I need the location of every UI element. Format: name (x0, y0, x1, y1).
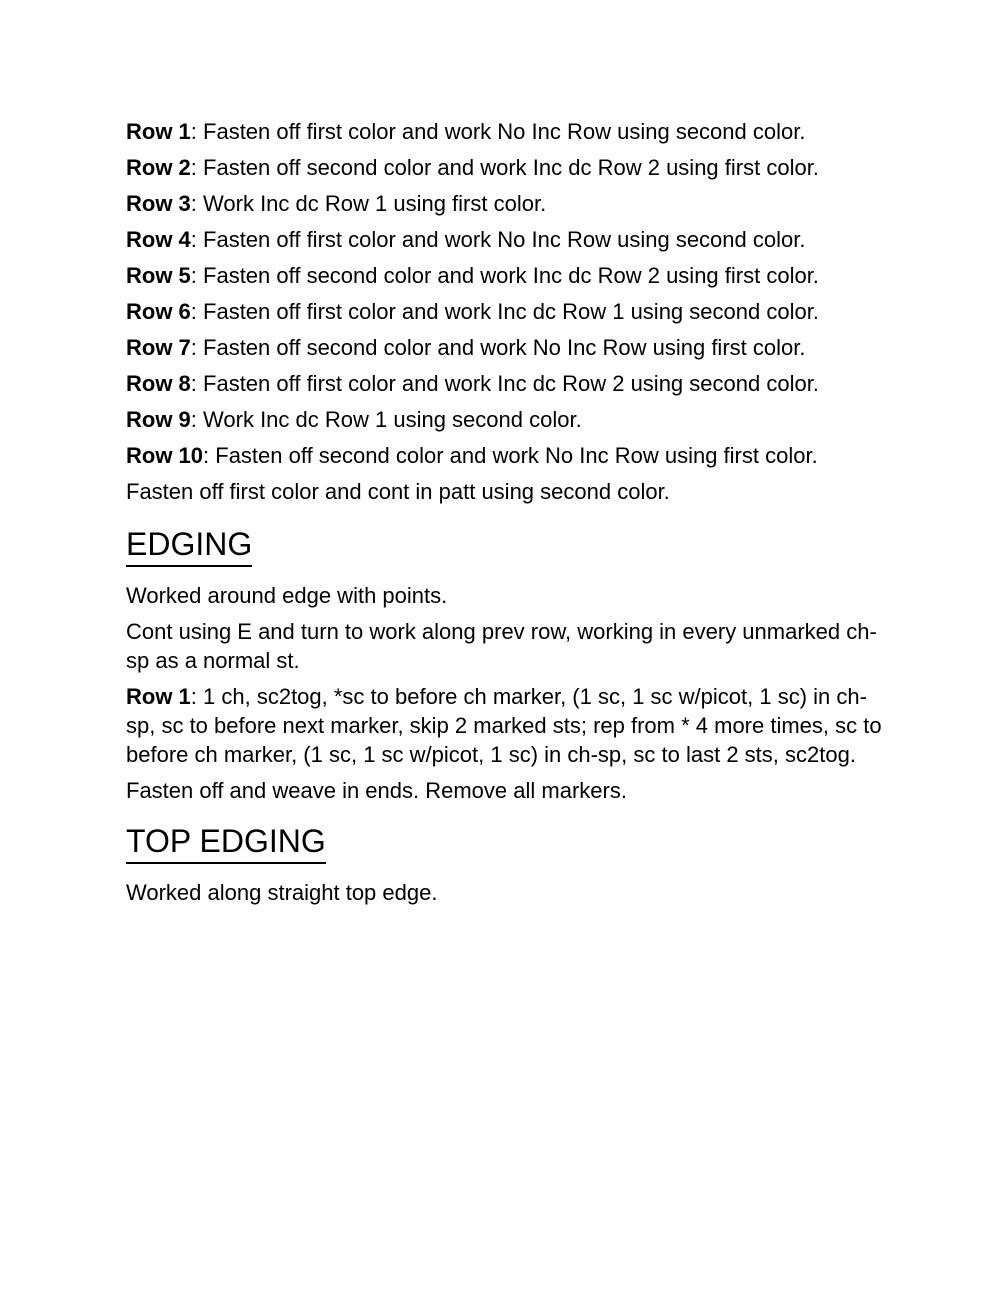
top-edging-intro: Worked along straight top edge. (126, 880, 438, 905)
row-text: : Fasten off second color and work No Inc Row using first color. (203, 443, 818, 468)
row-instruction (126, 189, 886, 218)
row-instruction (126, 117, 886, 146)
edging-heading: EDGING (126, 526, 252, 567)
row-instruction (126, 333, 886, 362)
row-label: Row 10 (126, 443, 204, 468)
row-label: Row 1 (126, 119, 191, 144)
row-label: Row 5 (126, 263, 191, 288)
row-instruction (126, 405, 886, 434)
edging-section (126, 526, 886, 805)
row-instruction (126, 369, 886, 398)
row-text: : 1 ch, sc2tog, *sc to before ch marker, (1 sc, 1 sc w/picot, 1 sc) in ch-sp, sc to before next marker, skip 2 marked sts; rep from * 4 more times, sc to before ch marker, (1 sc, 1 sc w/picot, 1 sc) in ch-sp, sc to last 2 sts, sc2tog. (126, 684, 882, 767)
row-instruction (126, 153, 886, 182)
color-rows-section (126, 117, 886, 506)
row-label: Row 2 (126, 155, 191, 180)
top-edging-heading: TOP EDGING (126, 823, 326, 864)
edging-cont-instruction: Cont using E and turn to work along prev row, working in every unmarked ch-sp as a normal st. (126, 619, 877, 673)
row-instruction (126, 261, 886, 290)
document-page (126, 117, 886, 914)
row-text: : Work Inc dc Row 1 using second color. (190, 407, 582, 432)
row-label: Row 3 (126, 191, 191, 216)
row-instruction (126, 441, 886, 470)
row-text: : Fasten off first color and work No Inc Row using second color. (190, 119, 806, 144)
edging-finish-text: Fasten off and weave in ends. Remove all markers. (126, 778, 627, 803)
row-instruction (126, 297, 886, 326)
row-label: Row 4 (126, 227, 191, 252)
row-label: Row 7 (126, 335, 191, 360)
row-text: : Fasten off first color and work Inc dc Row 1 using second color. (190, 299, 819, 324)
row-text: : Fasten off second color and work Inc dc Row 2 using first color. (190, 263, 819, 288)
row-text: : Fasten off first color and work No Inc Row using second color. (190, 227, 806, 252)
row-label: Row 6 (126, 299, 191, 324)
edging-intro: Worked around edge with points. (126, 583, 448, 608)
row-instruction (126, 225, 886, 254)
row-label: Row 8 (126, 371, 191, 396)
row-label: Row 9 (126, 407, 191, 432)
top-edging-section (126, 823, 886, 907)
row-text: : Fasten off second color and work No Inc Row using first color. (190, 335, 806, 360)
edging-row-instruction (126, 682, 886, 769)
row-label: Row 1 (126, 684, 191, 709)
row-text: : Fasten off second color and work Inc dc Row 2 using first color. (190, 155, 819, 180)
row-text: : Fasten off first color and work Inc dc Row 2 using second color. (190, 371, 819, 396)
row-text: : Work Inc dc Row 1 using first color. (190, 191, 547, 216)
rows-closing-text: Fasten off first color and cont in patt using second color. (126, 479, 670, 504)
